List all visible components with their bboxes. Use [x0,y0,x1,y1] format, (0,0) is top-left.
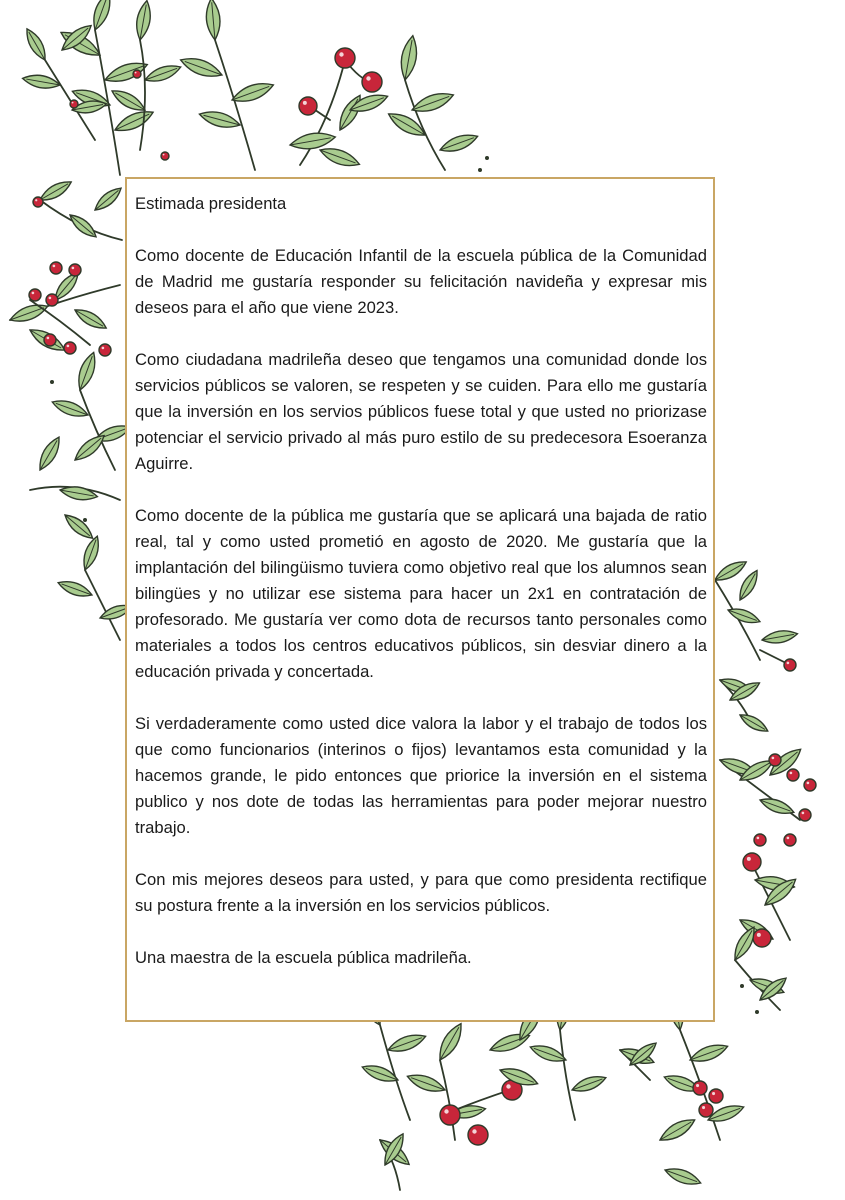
letter-paragraph-intro: Como docente de Educación Infantil de la escuela pública de la Comunidad de Madrid me gustaría responder su felicitación navideña y expresar mis deseos para el año que viene 2023. [135,246,707,317]
leaf-icon [89,0,115,32]
leaf-icon [735,568,761,603]
leaf-icon [56,577,94,600]
letter-signature: Una maestra de la escuela pública madrileña. [135,948,472,967]
berry-highlight [787,837,790,840]
leaf-icon [438,130,480,156]
dot [755,1010,759,1014]
berry-icon [64,342,76,354]
berry-icon [29,289,41,301]
leaf-icon [112,106,156,136]
berry-highlight [702,1106,705,1109]
leaf-icon [67,211,100,241]
berry-highlight [696,1084,699,1087]
stem [215,40,255,170]
leaf-icon [72,305,109,333]
berry-highlight [49,297,52,300]
letter-paragraph-request: Si verdaderamente como usted dice valora la labor y el trabajo de todos los que como funcionarios (interinos o fijos) levantamos esta comunidad y la hacemos grande, le pido entonces que priorice la inversión en el sistema publico y nos dote de todas las herramientas para poder mejorar nuestro trabajo. [135,714,707,837]
berry-highlight [339,52,343,56]
leaf-icon [737,711,770,736]
leaf-icon [8,300,50,326]
stem [560,1030,575,1120]
stem [85,570,120,640]
stem [140,40,145,150]
berry-highlight [53,265,56,268]
leaf-icon [688,1040,730,1066]
berry-highlight [787,662,790,665]
berry-highlight [366,76,370,80]
berry-highlight [757,837,760,840]
leaf-icon [570,1072,608,1095]
stem [440,1060,455,1140]
leaf-icon [71,431,108,465]
letter-paragraph-education: Como docente de la pública me gustaría que se aplicará una bajada de ratio real, tal y como usted prometió en agosto de 2020. Me gustaría que la implantación del bilingüismo tuviera como objetivo real que los alumnos sean bilingües y no utilizar ese sistema para hacer un 2x1 en contratación de profesorado. Me gustaría ver como dota de recursos tanto personales como materiales a todos los centros educativos públicos, sin desviar dinero a la educación privada y concertada. [135,506,707,681]
berry-highlight [444,1109,448,1113]
berry-icon [33,197,43,207]
dot [485,156,489,160]
berry-icon [769,754,781,766]
berry-highlight [712,1092,715,1095]
berry-highlight [802,812,805,815]
berry-icon [709,1089,723,1103]
berry-icon [69,264,81,276]
berry-icon [799,809,811,821]
berry-highlight [72,102,74,104]
leaf-icon [205,0,222,41]
leaf-icon [134,0,154,41]
leaf-icon [398,34,420,81]
berry-icon [46,294,58,306]
leaf-icon [712,557,749,585]
dot [478,168,482,172]
berry-highlight [163,154,165,156]
berry-icon [44,334,56,346]
berry-highlight [35,199,37,201]
leaf-icon [35,434,65,473]
dot [740,984,744,988]
berry-highlight [72,267,75,270]
berry-highlight [790,772,793,775]
leaf-icon [434,1020,467,1063]
berry-icon [784,834,796,846]
berry-highlight [772,757,775,760]
berry-icon [804,779,816,791]
leaf-icon [405,1070,447,1096]
berry-highlight [67,345,70,348]
berry-icon [784,659,796,671]
berry-highlight [102,347,105,350]
berry-icon [753,929,771,947]
berry-highlight [807,782,810,785]
berry-icon [699,1103,713,1117]
berry-highlight [747,857,751,861]
leaf-icon [143,61,183,85]
leaf-icon [657,1114,698,1145]
berry-icon [133,70,141,78]
leaf-icon [318,144,362,171]
dot [50,380,54,384]
berry-highlight [135,72,137,74]
berry-icon [787,769,799,781]
leaf-icon [758,795,796,818]
berry-highlight [472,1129,476,1133]
berry-highlight [303,101,307,105]
leaf-icon [386,1030,428,1056]
leaf-icon [109,86,148,116]
leaf-icon [334,92,365,133]
berry-icon [362,72,382,92]
berry-highlight [32,292,35,295]
leaf-icon [74,350,100,392]
berry-icon [50,262,62,274]
leaf-icon [663,1164,703,1188]
leaf-icon [178,53,224,81]
berry-highlight [47,337,50,340]
berry-icon [99,344,111,356]
berry-highlight [757,933,761,937]
dot [83,518,87,522]
berry-highlight [506,1084,510,1088]
leaf-icon [61,511,96,543]
berry-icon [743,853,761,871]
berry-icon [70,100,78,108]
leaf-icon [230,78,276,106]
letter-paragraph-wishes: Con mis mejores deseos para usted, y para que como presidenta rectifique su postura frente a la inversión en los servicios públicos. [135,870,707,915]
leaf-icon [198,108,242,132]
berry-icon [440,1105,460,1125]
letter-paragraph-public-services: Como ciudadana madrileña deseo que tengamos una comunidad donde los servicios públicos se valoren, se respeten y se cuiden. Para ello me gustaría que la inversión en los servios públicos fuese total y que usted no priorizase potenciar el servicio privado al más puro estilo de su predecesora Esoeranza Aguirre. [135,350,707,473]
letter-greeting: Estimada presidenta [135,194,287,213]
leaf-icon [92,184,125,214]
berry-icon [161,152,169,160]
leaf-icon [761,628,798,646]
berry-icon [468,1125,488,1145]
letter-frame [125,177,715,1022]
berry-icon [754,834,766,846]
leaf-icon [80,534,103,572]
berry-icon [335,48,355,68]
berry-icon [693,1081,707,1095]
berry-icon [299,97,317,115]
leaf-icon [22,26,50,63]
